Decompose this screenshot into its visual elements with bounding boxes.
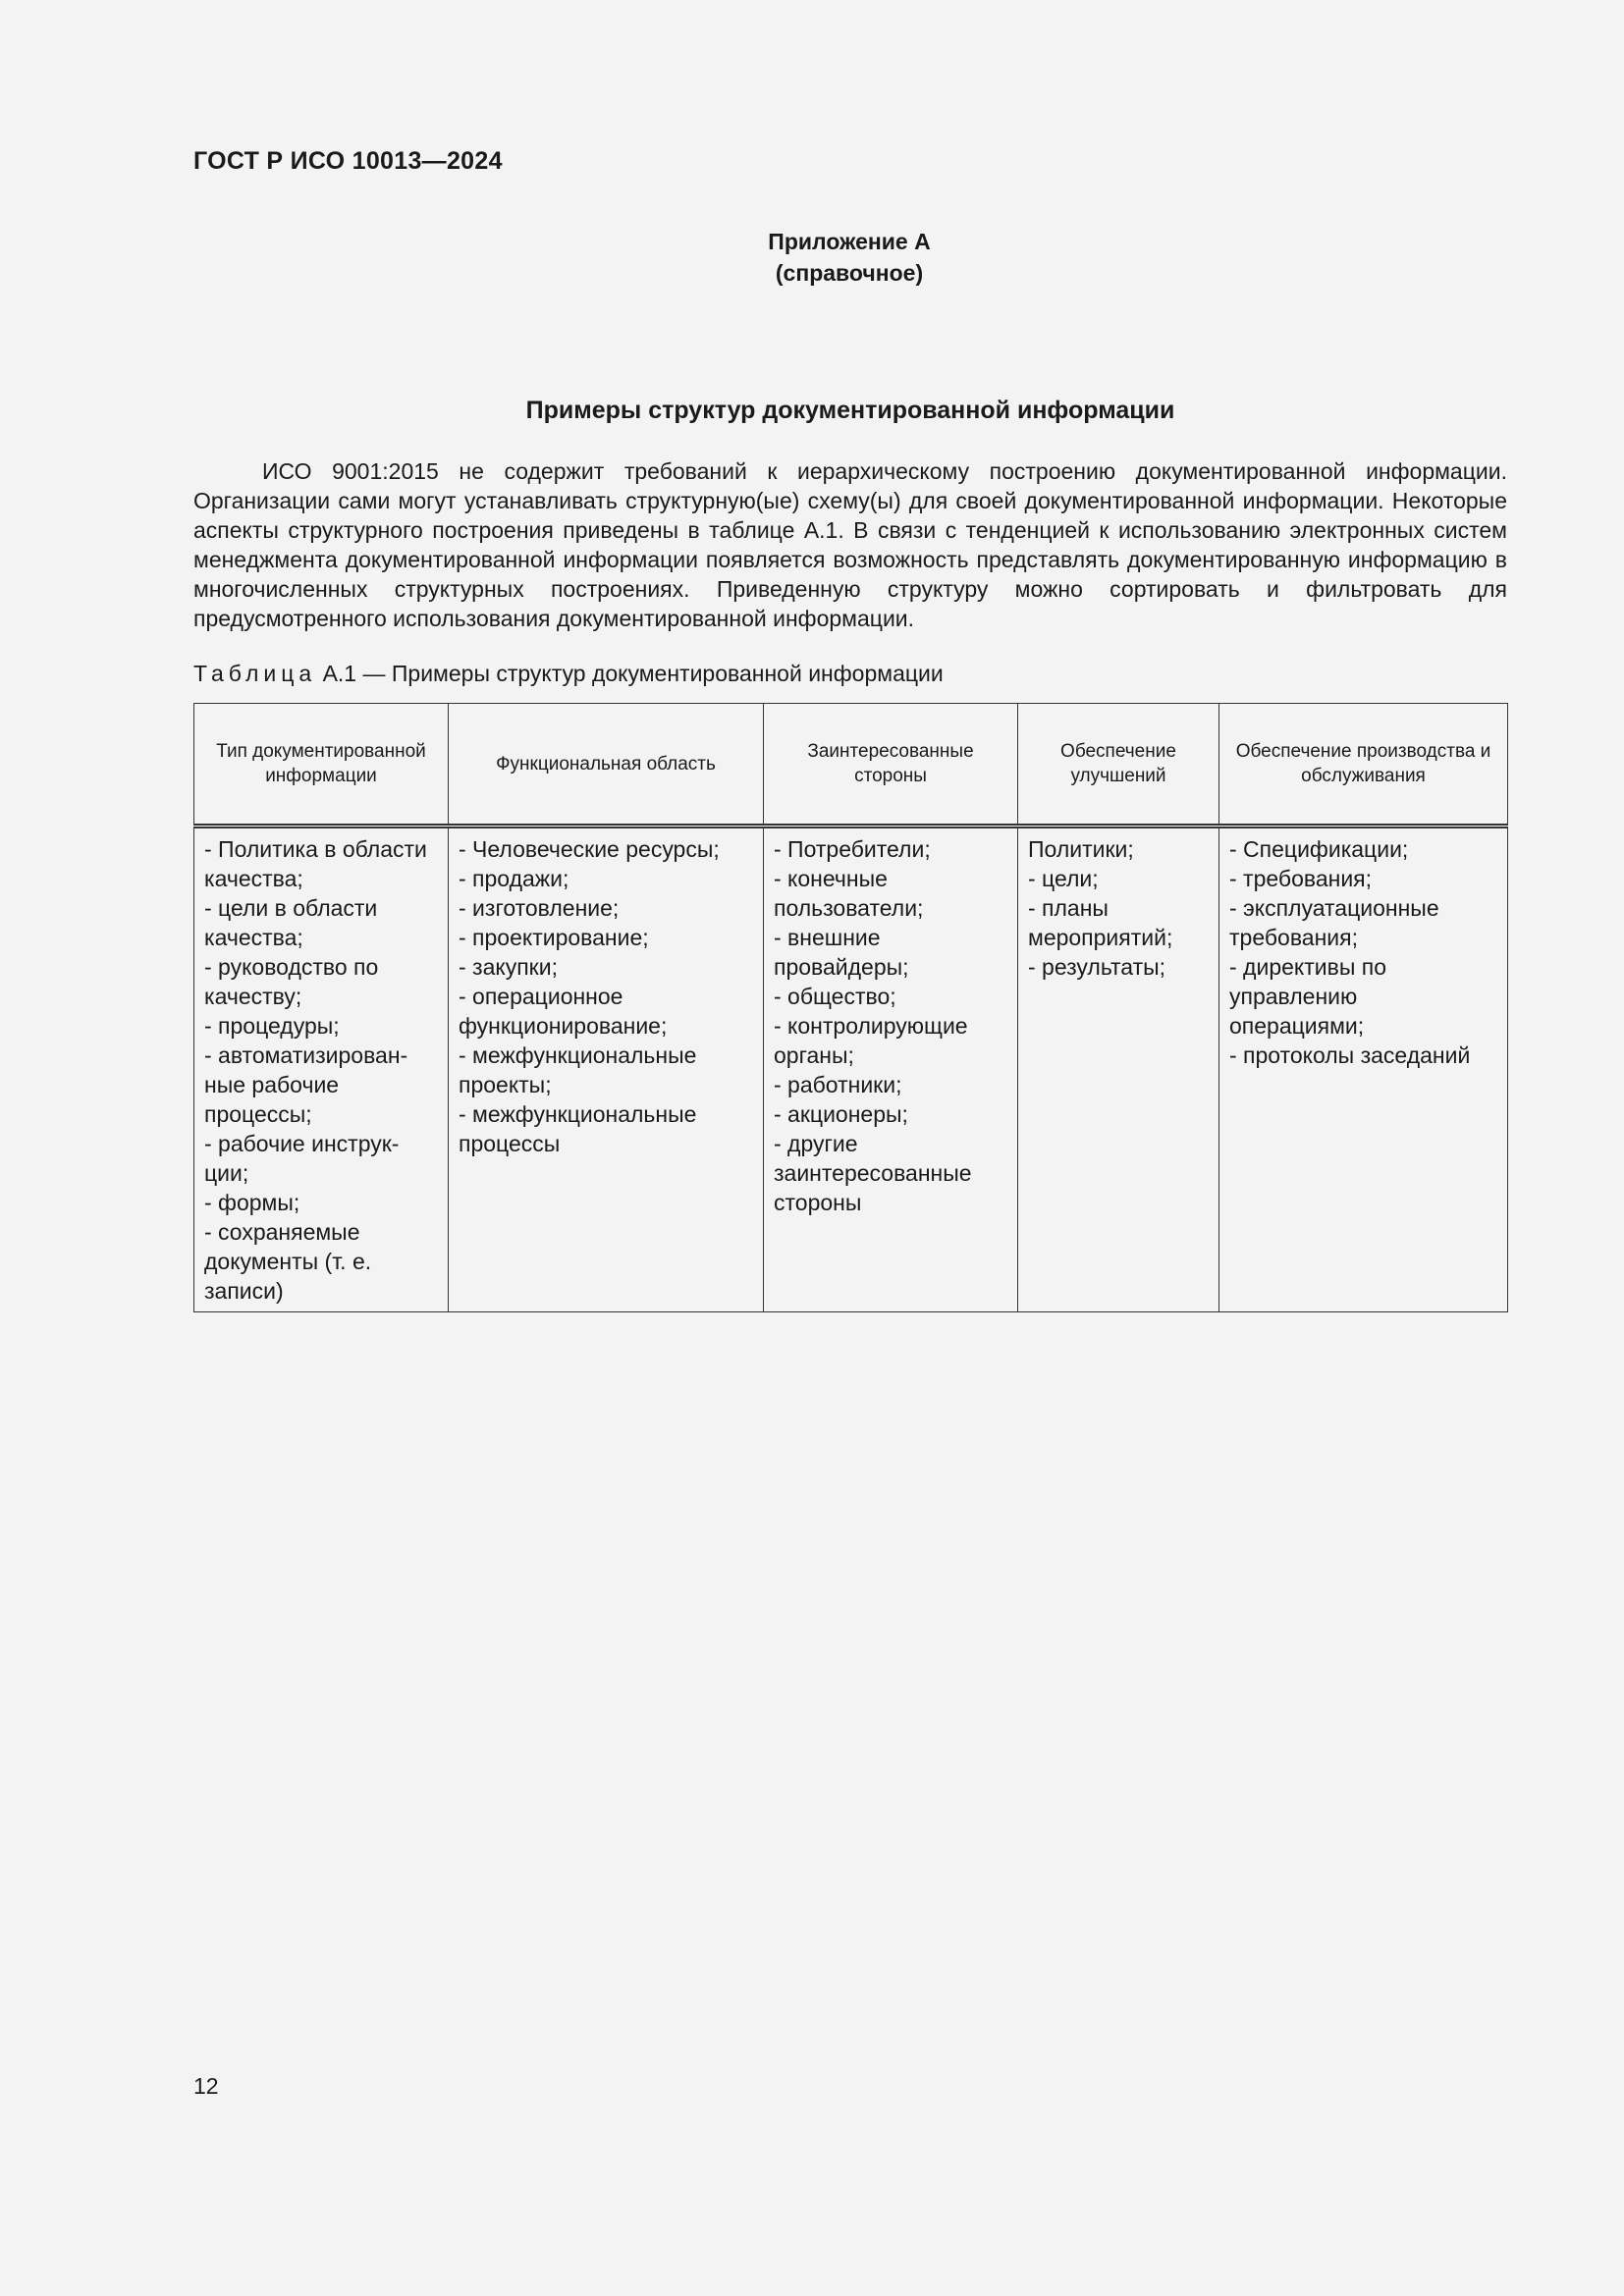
list-item: - протоколы заседаний <box>1229 1042 1471 1068</box>
list-item: - работники; <box>774 1072 902 1097</box>
table-caption-label: Таблица <box>193 661 317 686</box>
list-item: - автоматизирован-ные рабочие процессы; <box>204 1042 408 1127</box>
list-item: - конечные пользователи; <box>774 866 924 921</box>
column-header: Обеспечение улучшений <box>1018 704 1219 827</box>
list-item: - цели в области качества; <box>204 895 378 950</box>
list-item: - контролирующие органы; <box>774 1013 968 1068</box>
annex-subtitle: (справочное) <box>775 260 924 286</box>
list-item: - процедуры; <box>204 1013 340 1039</box>
table-cell <box>1219 827 1508 1312</box>
column-header: Обеспечение производства и обслуживания <box>1219 704 1508 827</box>
list-item: - руководство по качеству; <box>204 954 379 1009</box>
list-item: - рабочие инструк-ции; <box>204 1131 400 1186</box>
table-header-row <box>194 704 1508 827</box>
structures-table <box>193 703 1508 1312</box>
list-item: - эксплуатационные требования; <box>1229 895 1439 950</box>
table-row <box>194 827 1508 1312</box>
list-item: Политики; <box>1028 836 1134 862</box>
column-header: Функциональная область <box>449 704 764 827</box>
list-item: - Потребители; <box>774 836 931 862</box>
list-item: - операционное функционирование; <box>459 984 668 1039</box>
list-item: - планы мероприятий; <box>1028 895 1173 950</box>
list-item: - требования; <box>1229 866 1373 891</box>
section-title: Примеры структур документированной информации <box>525 397 1175 424</box>
list-item: - другие заинтересованные стороны <box>774 1131 972 1215</box>
list-item: - проектирование; <box>459 925 649 950</box>
column-header: Тип документированной информации <box>194 704 449 827</box>
list-item: - Политика в области качества; <box>204 836 427 891</box>
table-cell <box>1018 827 1219 1312</box>
list-item: - цели; <box>1028 866 1099 891</box>
intro-paragraph <box>193 456 1507 633</box>
document-code: ГОСТ Р ИСО 10013—2024 <box>193 147 503 175</box>
table-cell <box>764 827 1018 1312</box>
list-item: - Человеческие ресурсы; <box>459 836 720 862</box>
intro-text: ИСО 9001:2015 не содержит требований к иерархическому построению документированной информации. Организации сами могут устанавливать структурную(ые) схему(ы) для своей документированной информации. Некоторые аспекты структурного построения приведены в таблице А.1. В связи с тенденцией к использованию электронных систем менеджмента документированной информации появляется возможность представлять документированную информацию в многочисленных структурных построениях. Приведенную структуру можно сортировать и фильтровать для предусмотренного использования документированной информации. <box>193 458 1507 631</box>
list-item: - межфункциональные процессы <box>459 1101 697 1156</box>
table-cell <box>194 827 449 1312</box>
list-item: - Спецификации; <box>1229 836 1409 862</box>
list-item: - межфункциональные проекты; <box>459 1042 697 1097</box>
list-item: - директивы по управлению операциями; <box>1229 954 1386 1039</box>
column-header: Заинтересованные стороны <box>764 704 1018 827</box>
table-cell <box>449 827 764 1312</box>
list-item: - формы; <box>204 1190 300 1215</box>
list-item: - изготовление; <box>459 895 620 921</box>
table-caption-text: А.1 — Примеры структур документированной информации <box>322 661 944 686</box>
annex-title: Приложение А <box>768 229 931 254</box>
page-number: 12 <box>193 2073 219 2099</box>
list-item: - внешние провайдеры; <box>774 925 909 980</box>
annex-heading <box>687 226 1011 289</box>
list-item: - общество; <box>774 984 896 1009</box>
list-item: - акционеры; <box>774 1101 908 1127</box>
list-item: - сохраняемые документы (т. е. записи) <box>204 1219 372 1304</box>
list-item: - продажи; <box>459 866 569 891</box>
list-item: - закупки; <box>459 954 558 980</box>
list-item: - результаты; <box>1028 954 1166 980</box>
table-caption <box>193 661 944 687</box>
